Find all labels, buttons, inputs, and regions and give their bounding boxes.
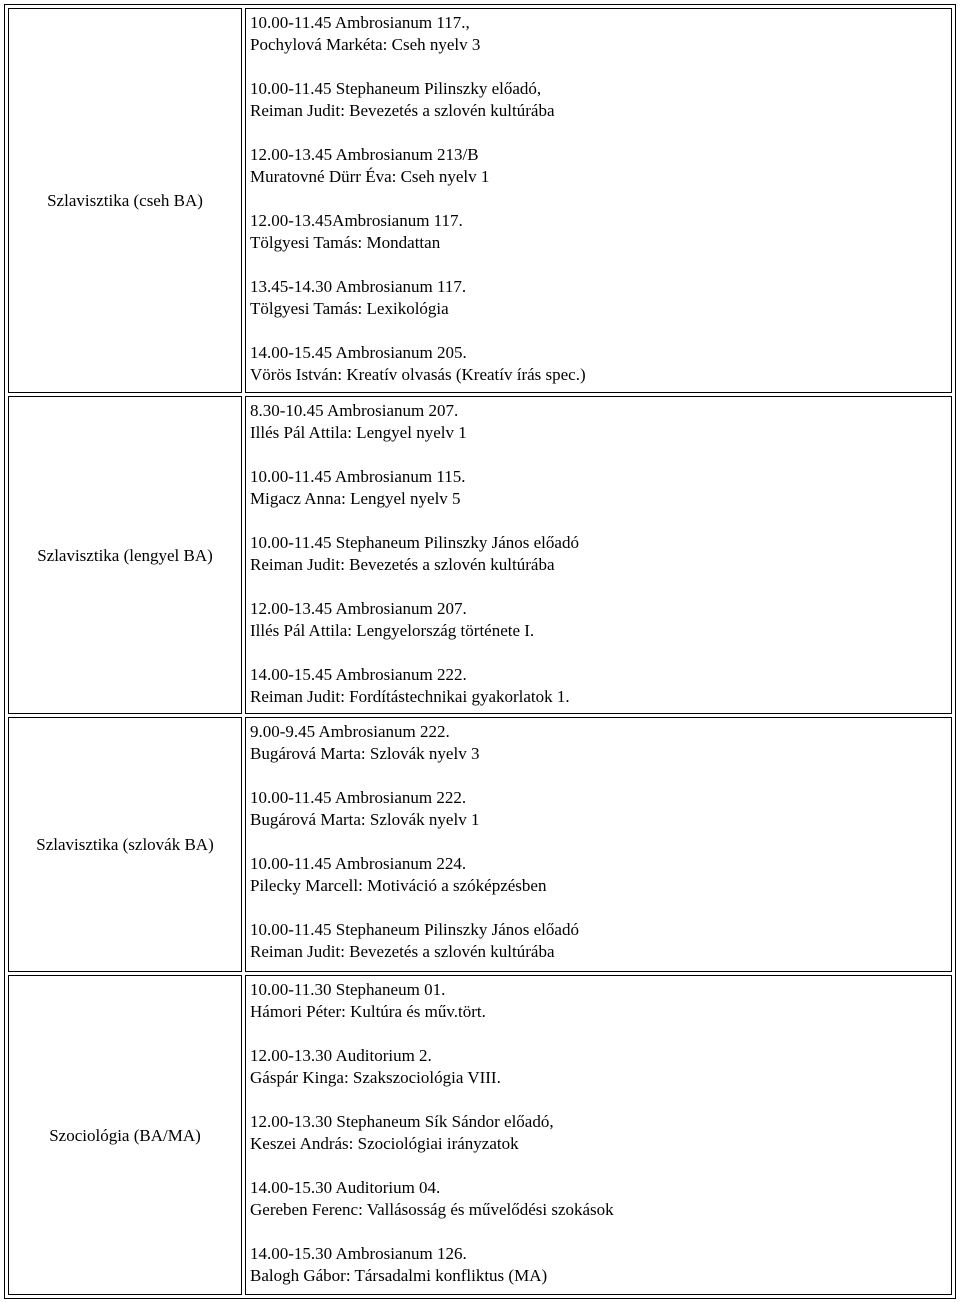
course-time-room: 10.00-11.45 Ambrosianum 222. — [250, 788, 467, 807]
course-teacher-title: Pochylová Markéta: Cseh nyelv 3 — [250, 35, 481, 54]
course-entry — [250, 1111, 949, 1155]
course-time-room: 12.00-13.30 Auditorium 2. — [250, 1046, 432, 1065]
course-time-room: 10.00-11.45 Stephaneum Pilinszky előadó, — [250, 79, 542, 98]
course-teacher-title: Hámori Péter: Kultúra és műv.tört. — [250, 1002, 486, 1021]
course-teacher-title: Reiman Judit: Bevezetés a szlovén kultúrába — [250, 555, 555, 574]
program-name-cell: Szociológia (BA/MA) — [8, 975, 242, 1295]
course-entry — [250, 12, 949, 56]
course-time-room: 14.00-15.45 Ambrosianum 205. — [250, 343, 467, 362]
course-teacher-title: Pilecky Marcell: Motiváció a szóképzésben — [250, 876, 547, 895]
course-teacher-title: Vörös István: Kreatív olvasás (Kreatív írás spec.) — [250, 365, 586, 384]
course-teacher-title: Gáspár Kinga: Szakszociológia VIII. — [250, 1068, 501, 1087]
course-teacher-title: Reiman Judit: Fordítástechnikai gyakorlatok 1. — [250, 687, 570, 706]
course-time-room: 10.00-11.45 Ambrosianum 224. — [250, 854, 467, 873]
schedule-body — [8, 8, 952, 1295]
course-entry — [250, 1243, 949, 1287]
course-entry — [250, 1045, 949, 1089]
course-teacher-title: Gereben Ferenc: Vallásosság és művelődési szokások — [250, 1200, 614, 1219]
course-teacher-title: Tölgyesi Tamás: Lexikológia — [250, 299, 449, 318]
course-time-room: 14.00-15.30 Ambrosianum 126. — [250, 1244, 467, 1263]
course-entry — [250, 276, 949, 320]
table-row — [8, 396, 952, 714]
course-entry — [250, 664, 949, 708]
course-teacher-title: Reiman Judit: Bevezetés a szlovén kultúrába — [250, 101, 555, 120]
course-time-room: 12.00-13.45 Ambrosianum 213/B — [250, 145, 479, 164]
course-list-cell — [245, 396, 952, 714]
course-entry — [250, 919, 949, 963]
course-entry — [250, 78, 949, 122]
course-teacher-title: Illés Pál Attila: Lengyelország története I. — [250, 621, 535, 640]
program-name-cell: Szlavisztika (lengyel BA) — [8, 396, 242, 714]
course-teacher-title: Bugárová Marta: Szlovák nyelv 1 — [250, 810, 480, 829]
course-list-cell — [245, 8, 952, 393]
course-time-room: 14.00-15.30 Auditorium 04. — [250, 1178, 441, 1197]
course-entry — [250, 466, 949, 510]
course-list-cell — [245, 975, 952, 1295]
program-name-cell: Szlavisztika (szlovák BA) — [8, 717, 242, 972]
course-time-room: 12.00-13.45 Ambrosianum 207. — [250, 599, 467, 618]
course-teacher-title: Muratovné Dürr Éva: Cseh nyelv 1 — [250, 167, 490, 186]
course-time-room: 10.00-11.45 Stephaneum Pilinszky János előadó — [250, 533, 579, 552]
course-time-room: 10.00-11.45 Ambrosianum 115. — [250, 467, 466, 486]
course-entry — [250, 853, 949, 897]
schedule-table — [4, 4, 956, 1299]
course-time-room: 14.00-15.45 Ambrosianum 222. — [250, 665, 467, 684]
course-entry — [250, 787, 949, 831]
course-time-room: 9.00-9.45 Ambrosianum 222. — [250, 722, 450, 741]
course-time-room: 13.45-14.30 Ambrosianum 117. — [250, 277, 467, 296]
course-teacher-title: Illés Pál Attila: Lengyel nyelv 1 — [250, 423, 467, 442]
course-entry — [250, 721, 949, 765]
course-teacher-title: Keszei András: Szociológiai irányzatok — [250, 1134, 519, 1153]
course-entry — [250, 1177, 949, 1221]
course-entry — [250, 400, 949, 444]
course-time-room: 10.00-11.45 Ambrosianum 117., — [250, 13, 470, 32]
program-name-cell: Szlavisztika (cseh BA) — [8, 8, 242, 393]
course-time-room: 12.00-13.30 Stephaneum Sík Sándor előadó, — [250, 1112, 554, 1131]
course-time-room: 10.00-11.30 Stephaneum 01. — [250, 980, 446, 999]
course-entry — [250, 979, 949, 1023]
course-teacher-title: Reiman Judit: Bevezetés a szlovén kultúrába — [250, 942, 555, 961]
course-teacher-title: Migacz Anna: Lengyel nyelv 5 — [250, 489, 461, 508]
course-entry — [250, 144, 949, 188]
course-entry — [250, 342, 949, 386]
course-time-room: 10.00-11.45 Stephaneum Pilinszky János előadó — [250, 920, 579, 939]
course-teacher-title: Tölgyesi Tamás: Mondattan — [250, 233, 441, 252]
course-time-room: 8.30-10.45 Ambrosianum 207. — [250, 401, 459, 420]
course-entry — [250, 210, 949, 254]
table-row — [8, 717, 952, 972]
course-entry — [250, 532, 949, 576]
course-list-cell — [245, 717, 952, 972]
table-row — [8, 8, 952, 393]
course-teacher-title: Balogh Gábor: Társadalmi konfliktus (MA) — [250, 1266, 548, 1285]
course-time-room: 12.00-13.45Ambrosianum 117. — [250, 211, 463, 230]
table-row — [8, 975, 952, 1295]
course-teacher-title: Bugárová Marta: Szlovák nyelv 3 — [250, 744, 480, 763]
course-entry — [250, 598, 949, 642]
